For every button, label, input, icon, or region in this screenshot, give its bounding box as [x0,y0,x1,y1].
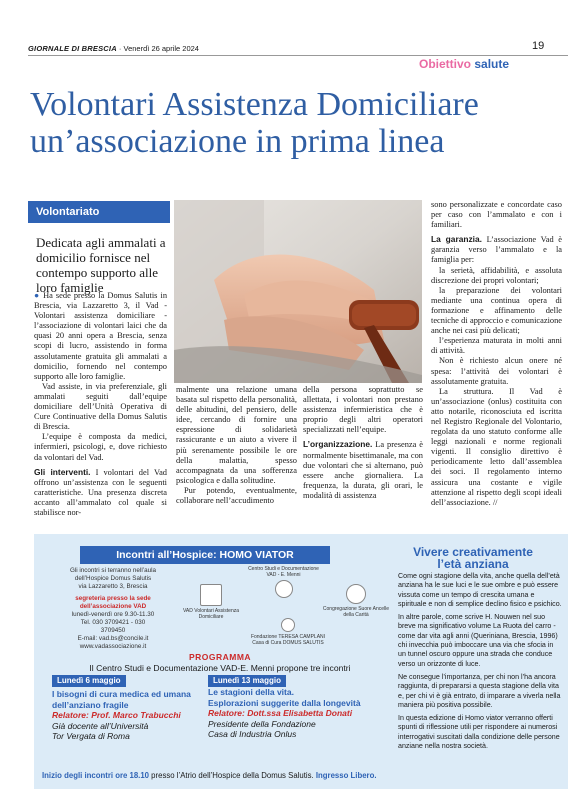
event-2-place: Casa di Industria Onlus [208,729,297,739]
event-2-speaker: Relatore: Dott.ssa Elisabetta Donati [208,708,353,718]
paragraph-lead: Gli interventi. [34,466,91,477]
info-email[interactable]: E-mail: vad.bs@concile.it [77,635,149,642]
list-item: la preparazione dei volontari mediante una continua opera di formazione e affinamento delle tecniche di approccio e comunicazione anche nei casi più delicati; [431,285,562,336]
paragraph-lead: La garanzia. [431,234,482,245]
masthead: GIORNALE DI BRESCIA · Venerdì 26 aprile 2024 [28,44,199,53]
paragraph: La struttura. Il Vad è un’associazione (onlus) costituita con atto notarile, riconosciuta ed iscritta nel Registro Regionale del Volontario, regolata da uno statuto conforme alle leggi nazionali e norme regionali vigenti. Il consiglio direttivo è periodicamente letto dall’assemblea dei soci. Il regolamento interno assicura una costante e vigile attenzione al rispetto degli scopi ideali dell’associazione. // [431,386,562,507]
rubric-salute: salute [474,57,510,71]
info-hours: lunedì-venerdì ore 9.30-11.30 [71,611,155,618]
event-2 [208,687,388,740]
program-title: PROGRAMMA [188,652,252,662]
info-line: Gli incontri si terranno nell’aula [69,567,157,574]
logo-congregazione: Congregazione Suore Ancelle della Carità [321,584,391,618]
event-1-speaker: Relatore: Prof. Marco Trabucchi [52,710,181,720]
info-line: via Lazzaretto 3, Brescia [78,583,148,590]
event-2-date: Lunedì 13 maggio [208,675,286,687]
events-footnote: Inizio degli incontri ore 18.10 presso l’Atrio dell’Hospice della Domus Salutis. Ingresso Libero. [42,771,377,780]
newspaper-name: GIORNALE DI BRESCIA [28,44,117,53]
info-secretariat: segreteria presso la sede dell’associazione VAD [75,595,151,610]
paragraph: Pur potendo, eventualmente, collaborare nell’accudimento [176,485,297,506]
info-website[interactable]: www.vadassociazione.it [79,643,147,650]
info-phone: Tel. 030 3709421 - 030 3709450 [80,619,146,634]
logo-fondazione: Fondazione TERESA CAMPLANI Casa di Cura DOMUS SALUTIS [248,618,328,646]
event-1-date: Lunedì 6 maggio [52,675,126,687]
headline-line-2: un’associazione in prima linea [30,123,445,160]
promo-logos [176,566,391,648]
list-item: l’esperienza maturata in molti anni di attività. [431,336,562,356]
paragraph: della persona soprattutto se allettata, i volontari non prestano assistenza infermieristica che è proprio degli altri operatori specializzati nell’equipe. [303,385,423,435]
paragraph: sono personalizzate e concordate caso per caso con l’ammalato e con i familiari. [431,200,562,230]
paragraph: Come ogni stagione della vita, anche quella dell’età anziana ha le sue luci e le sue ombre e può essere vissuta come un tempo di crescita umana e spirituale e non di semplice declino fisico e psichico. [398,572,562,608]
congregazione-logo-icon [346,584,366,604]
promo-side-title: Vivere creativamente l’età anziana [413,545,533,571]
paragraph: Ne consegue l’importanza, per chi non l’ha ancora raggiunta, di prepararsi a questa stagione della vita e, per chi vi è già entrato, di imparare a viverla nella maniera più positiva possibile. [398,672,561,709]
event-2-title: Esplorazioni suggerite dalla longevità [208,697,361,708]
kicker-volontariato: Volontariato [28,201,170,223]
info-line: dell’Hospice Domus Salutis [74,575,152,582]
section-rubric [419,57,569,73]
event-2-title: Le stagioni della vita. [208,687,294,697]
event-1-role: Già docente all’Università [52,720,149,731]
hands-photo-illustration [174,200,422,383]
logo-vad: VAD Volontari Assistenza Domiciliare [176,584,246,620]
promo-info [68,567,158,651]
vad-logo-icon [200,584,222,606]
logo-centro-studi: Centro Studi e Documentazione VAD - E. Menni [246,566,321,598]
hands-photo [174,200,422,383]
article-column-2 [176,385,297,506]
headline [30,86,560,160]
centro-studi-logo-icon [275,580,293,598]
list-item: Non è richiesto alcun onere né spesa: l’attività dei volontari è assolutamente gratuita. [431,356,562,386]
paragraph: L’associazione Vad è garanzia verso l’ammalato e la famiglia per: [431,235,563,265]
bullet-dot-icon: ● [34,291,41,300]
paragraph-lead: L’organizzazione. [303,439,373,450]
subheadline: Dedicata agli ammalati a domicilio fornisce nel contempo supporto alle loro famiglie [36,235,166,295]
event-1-place: Tor Vergata di Roma [52,731,130,741]
event-1-title: I bisogni di cura medica ed umana dell’anziano fragile [52,689,191,710]
list-item: la serietà, affidabilità, e assoluta discrezione dei propri volontari; [431,265,562,285]
promo-banner: Incontri all’Hospice: HOMO VIATOR [80,546,330,564]
issue-date: Venerdì 26 aprile 2024 [123,44,199,53]
article-column-1 [34,291,167,518]
paragraph: malmente una relazione umana basata sul rispetto della personalità, delle abitudini, del pensiero, delle idee, cercando di fornire una espressione di solidarietà rassicurante e un aiuto a vivere il più serenamente possibile le ore della malattia, spesso accompagnata da una sofferenza psicologica e dalla solitudine. [176,385,297,485]
paragraph: Ha sede presso la Domus Salutis in Brescia, via Lazzaretto 3, il Vad - Volontari assistenza domiciliare - l’associazione di volontari laici che da quasi 20 anni opera a Brescia, senza scopi di lucro, assistendo in forma assolutamente gratuita gli ammalati a domicilio, fornendo nel contempo supporto alle loro famiglie. [34,291,168,381]
fondazione-logo-icon [281,618,295,632]
event-1 [52,689,212,742]
paragraph: I volontari del Vad offrono un’assistenza con le seguenti caratteristiche. Una presenza discreta accanto all’ammalato col quale si stabilisce nor- [34,467,167,517]
rubric-obiettivo: Obiettivo [419,57,472,71]
article-column-3 [303,385,423,501]
header-rule [28,55,568,56]
paragraph: L’equipe è composta da medici, infermieri, psicologi, e, dove richiesto da volontari del Vad. [34,432,167,462]
promo-side-text [398,572,562,755]
paragraph: In altre parole, come scrive H. Nouwen nel suo breve ma significativo volume La Ruota del carro - come dar vita agli anni (Queriniana, Brescia, 1996) chi invecchia può imboccare una via che sfocia in un tunnel oscuro oppure una strada che conduce verso un orizzonte di luce. [398,613,558,668]
paragraph: In questa edizione di Homo viator verranno offerti spunti di riflessione utili per rispondere ai numerosi interrogativi suscitati dalla condizione delle persone anziane nella nostra società. [398,714,560,751]
event-2-role: Presidente della Fondazione [208,718,316,729]
paragraph: La presenza è normalmente bisettimanale, ma con due volontari che si alternano, può essere anche giornaliera. La frequenza, la durata, gli orari, le modalità di assistenza [303,440,423,500]
paragraph: Vad assiste, in via preferenziale, gli ammalati seguiti dall’equipe domiciliare dell’Unità Operativa di Cure Continuative della Domus Salutis di Brescia. [34,381,167,432]
program-subtitle: Il Centro Studi e Documentazione VAD-E. Menni propone tre incontri [89,663,351,673]
article-column-4 [431,200,562,508]
headline-line-1: Volontari Assistenza Domiciliare [30,86,479,123]
page-number: 19 [532,40,545,52]
